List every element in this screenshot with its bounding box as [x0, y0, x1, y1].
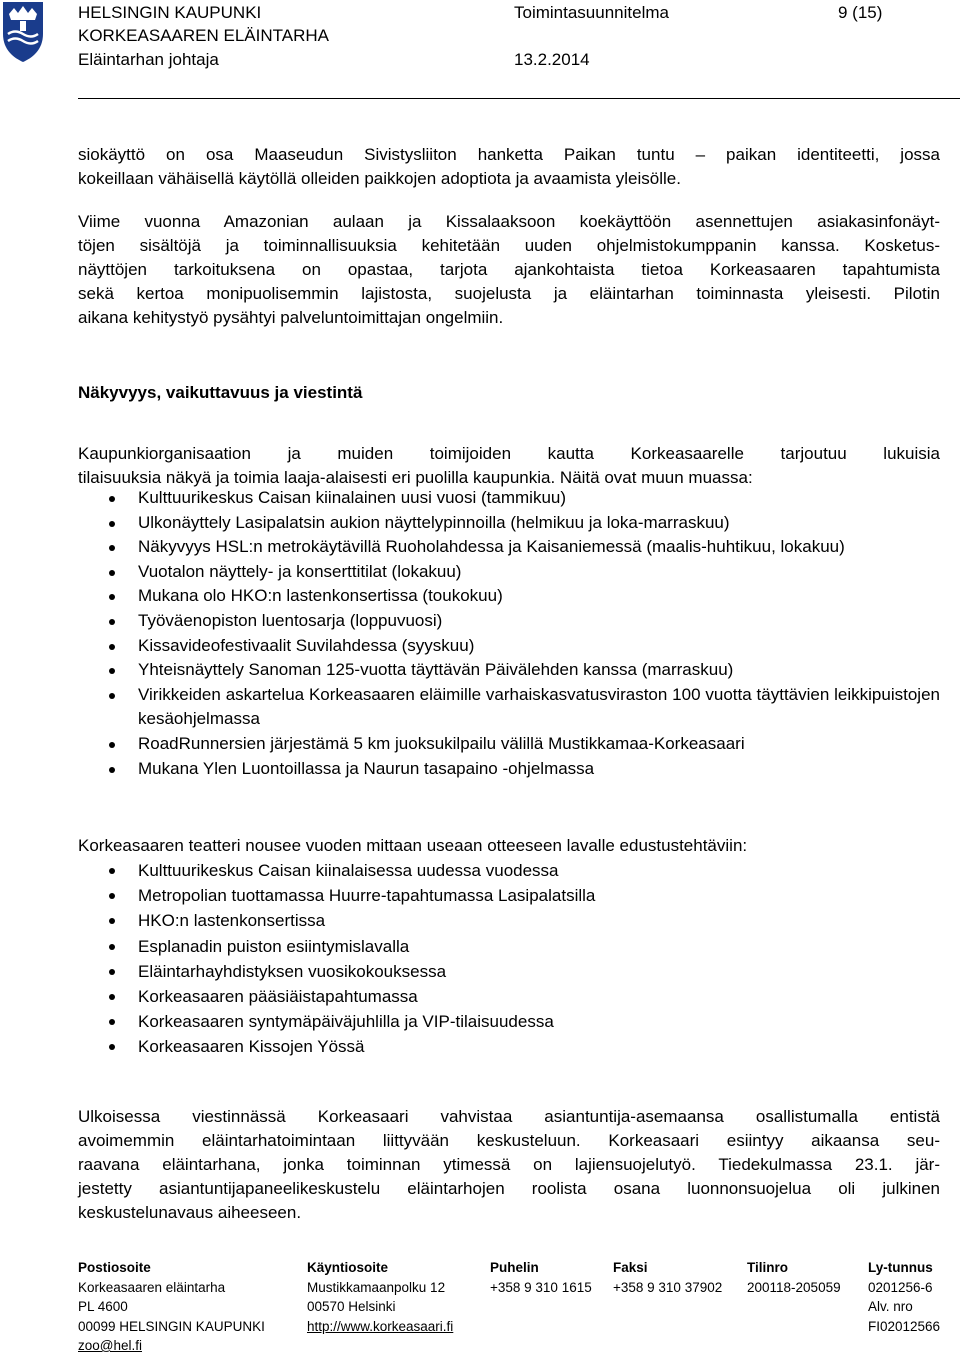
bullet-icon — [109, 594, 115, 600]
list-item: Korkeasaaren syntymäpäiväjuhlilla ja VIP-tilaisuudessa — [0, 1009, 595, 1034]
list-item: Korkeasaaren pääsiäistapahtumassa — [0, 984, 595, 1009]
footer-postal-address — [78, 1258, 265, 1356]
list-item: Eläintarhayhdistyksen vuosikokouksessa — [0, 959, 595, 984]
footer-fax — [613, 1258, 722, 1297]
footer-label: Postiosoite — [78, 1260, 151, 1275]
document-type: Toimintasuunnitelma — [514, 3, 669, 22]
footer-line: +358 9 310 1615 — [490, 1279, 592, 1295]
bullet-icon — [109, 918, 115, 924]
paragraph-1 — [78, 143, 940, 191]
text-line: siokäyttö on osa Maaseudun Sivistysliiton hanketta Paikan tuntu – paikan identiteetti, jossa — [78, 145, 940, 164]
bullet-icon — [109, 1044, 115, 1050]
list-item: Korkeasaaren Kissojen Yössä — [0, 1034, 595, 1059]
text-line: näyttöjen tarkoituksena on opastaa, tarjota ajankohtaista tietoa Korkeasaaren tapahtumista — [78, 260, 940, 279]
bullet-icon — [109, 1019, 115, 1025]
text-line: avoimemmin eläintarhatoimintaan liittyvään keskusteluun. Korkeasaari esiintyy aikaansa seu- — [78, 1131, 940, 1150]
document-date: 13.2.2014 — [514, 50, 590, 69]
text-line: kokeillaan vähäisellä käytöllä olleiden paikkojen adoptiota ja avaamista yleisölle. — [78, 169, 681, 188]
bullet-icon — [109, 619, 115, 625]
paragraph-5 — [78, 1105, 940, 1225]
list-item: Metropolian tuottamassa Huurre-tapahtumassa Lasipalatsilla — [0, 883, 595, 908]
bullet-icon — [109, 868, 115, 874]
text-line: raavana eläintarhana, jonka toiminnan ytimessä on lajiensuojelutyö. Tiedekulmassa 23.1. jär- — [78, 1155, 940, 1174]
text-line: jestetty asiantuntijapaneelikeskustelu eläintarhojen roolista osana luonnonsuojelua oli julkinen — [78, 1179, 940, 1198]
text-line: Ulkoisessa viestinnässä Korkeasaari vahvistaa asiantuntija-asemaansa osallistumalla entistä — [78, 1107, 940, 1126]
list-item: Näkyvyys HSL:n metrokäytävillä Ruoholahdessa ja Kaisaniemessä (maalis-huhtikuu, lokakuu) — [0, 535, 940, 560]
bullet-icon — [109, 994, 115, 1000]
list-item: Mukana olo HKO:n lastenkonsertissa (toukokuu) — [0, 584, 940, 609]
bullet-icon — [109, 944, 115, 950]
bullet-icon — [109, 893, 115, 899]
paragraph-3 — [78, 442, 940, 490]
text-line: töjen sisältöjä ja toiminnallisuuksia kehitetään uuden ohjelmistokumppanin kanssa. Kosketus- — [78, 236, 940, 255]
list-item: HKO:n lastenkonsertissa — [0, 908, 595, 933]
footer-line: Korkeasaaren eläintarha — [78, 1279, 226, 1295]
text-line: aikana kehitystyö pysähtyi palveluntoimittajan ongelmiin. — [78, 308, 504, 327]
list-item: Esplanadin puiston esiintymislavalla — [0, 934, 595, 959]
footer-label: Tilinro — [747, 1260, 789, 1275]
paragraph-4: Korkeasaaren teatteri nousee vuoden mittaan useaan otteeseen lavalle edustustehtäviin: — [78, 836, 748, 855]
org-name: HELSINGIN KAUPUNKI — [78, 3, 262, 22]
section-heading: Näkyvyys, vaikuttavuus ja viestintä — [78, 383, 363, 402]
list-item: Kissavideofestivaalit Suvilahdessa (syyskuu) — [0, 634, 940, 659]
footer-line: 00099 HELSINGIN KAUPUNKI — [78, 1318, 265, 1334]
footer-visit-address — [307, 1258, 453, 1336]
theatre-list — [0, 858, 595, 1060]
website-link[interactable]: http://www.korkeasaari.fi — [307, 1318, 454, 1334]
footer-line: +358 9 310 37902 — [613, 1279, 723, 1295]
header-divider — [78, 98, 960, 99]
bullet-icon — [109, 496, 115, 502]
footer-line: 0201256-6 — [868, 1279, 933, 1295]
list-item: Yhteisnäyttely Sanoman 125-vuotta täyttävän Päivälehden kanssa (marraskuu) — [0, 658, 940, 683]
footer-phone — [490, 1258, 592, 1297]
footer-label: Puhelin — [490, 1260, 539, 1275]
footer-label: Käyntiosoite — [307, 1260, 389, 1275]
footer-line: 200118-205059 — [747, 1279, 841, 1295]
footer-label: Ly-tunnus — [868, 1260, 933, 1275]
list-item: Kulttuurikeskus Caisan kiinalaisessa uudessa vuodessa — [0, 858, 595, 883]
footer-line: Alv. nro — [868, 1299, 913, 1314]
page-number: 9 (15) — [838, 3, 883, 22]
paragraph-2 — [78, 210, 940, 330]
text-line: Kaupunkiorganisaation ja muiden toimijoiden kautta Korkeasaarelle tarjoutuu lukuisia — [78, 444, 940, 463]
text-line: tilaisuuksia näkyä ja toimia laaja-alaisesti eri puolilla kaupunkia. Näitä ovat muun muassa: — [78, 468, 753, 487]
author-title: Eläintarhan johtaja — [78, 50, 219, 69]
footer-line: FI02012566 — [868, 1318, 941, 1334]
list-item: Mukana Ylen Luontoillassa ja Naurun tasapaino -ohjelmassa — [0, 757, 940, 782]
bullet-icon — [109, 545, 115, 551]
list-item: Ulkonäyttely Lasipalatsin aukion näyttelypinnoilla (helmikuu ja loka-marraskuu) — [0, 511, 940, 536]
list-item: RoadRunnersien järjestämä 5 km juoksukilpailu välillä Mustikkamaa-Korkeasaari — [0, 732, 940, 757]
unit-name: KORKEASAAREN ELÄINTARHA — [78, 26, 329, 45]
text-line: Viime vuonna Amazonian aulaan ja Kissalaaksoon koekäyttöön asennettujen asiakasinfonäyt- — [78, 212, 940, 231]
bullet-icon — [109, 570, 115, 576]
email-link[interactable]: zoo@hel.fi — [78, 1338, 142, 1353]
text-line: keskustelunavaus aiheeseen. — [78, 1203, 302, 1222]
bullet-icon — [109, 521, 115, 527]
bullet-icon — [109, 668, 115, 674]
footer-label: Faksi — [613, 1260, 648, 1275]
footer-business-id — [868, 1258, 940, 1336]
footer-line: Mustikkamaanpolku 12 — [307, 1279, 446, 1295]
bullet-icon — [109, 969, 115, 975]
list-item: Kulttuurikeskus Caisan kiinalainen uusi vuosi (tammikuu) — [0, 486, 940, 511]
footer-account — [747, 1258, 841, 1297]
bullet-icon — [109, 742, 115, 748]
list-item: Työväenopiston luentosarja (loppuvuosi) — [0, 609, 940, 634]
list-item: Virikkeiden askartelua Korkeasaaren eläimille varhaiskasvatusviraston 100 vuotta täyttävien leikkipuistojen kesäohjelmassa — [0, 683, 940, 732]
bullet-icon — [109, 767, 115, 773]
list-item: Vuotalon näyttely- ja konserttitilat (lokakuu) — [0, 560, 940, 585]
footer-line: 00570 Helsinki — [307, 1299, 396, 1314]
events-list — [0, 486, 940, 781]
bullet-icon — [109, 693, 115, 699]
text-line: sekä kertoa monipuolisemmin lajistosta, suojelusta ja eläintarhan toiminnasta yleisesti. Pilotin — [78, 284, 940, 303]
footer-line: PL 4600 — [78, 1299, 128, 1314]
helsinki-crest-logo — [0, 0, 46, 64]
bullet-icon — [109, 644, 115, 650]
